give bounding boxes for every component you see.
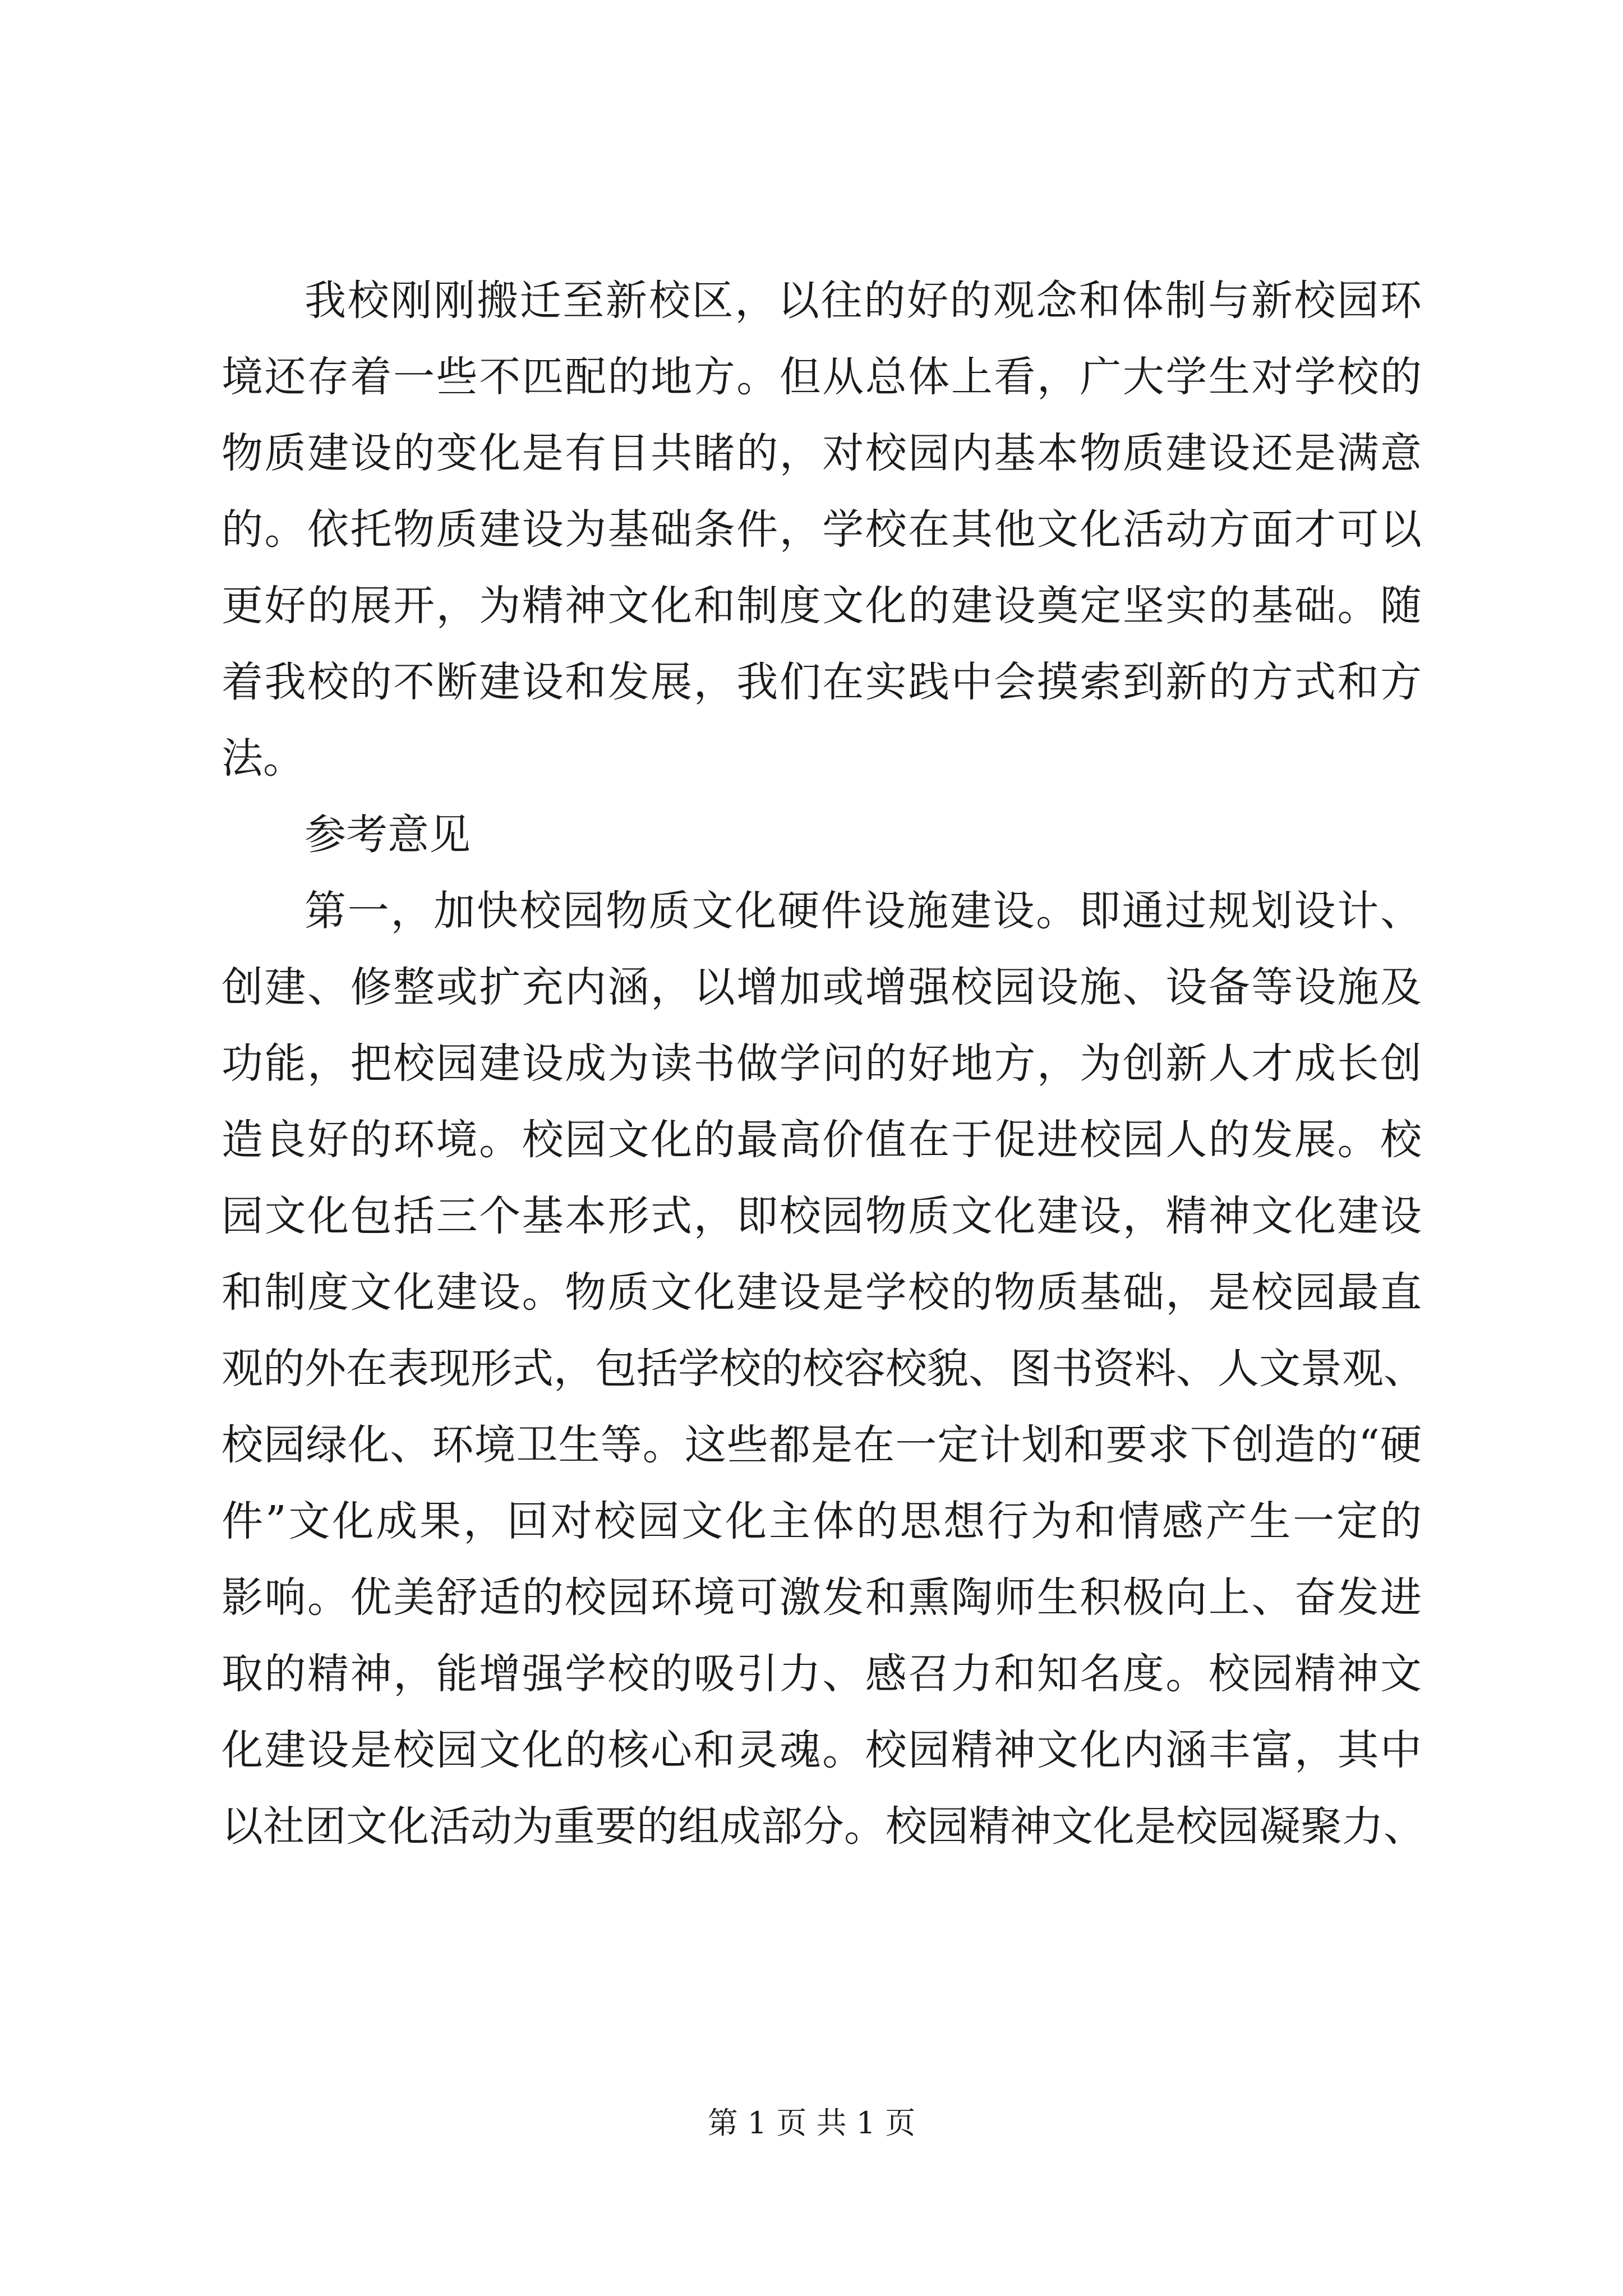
page-footer: 第 1 页 共 1 页 bbox=[707, 2105, 916, 2141]
paragraph-line: 校园绿化、环境卫生等。这些都是在一定计划和要求下创造的“硬 bbox=[222, 1421, 1422, 1469]
document-body bbox=[222, 263, 1425, 1865]
paragraph-line: 以社团文化活动为重要的组成部分。校园精神文化是校园凝聚力、 bbox=[222, 1802, 1425, 1851]
paragraph-line: 取的精神，能增强学校的吸引力、感召力和知名度。校园精神文 bbox=[222, 1650, 1422, 1698]
paragraph-line: 化建设是校园文化的核心和灵魂。校园精神文化内涵丰富，其中 bbox=[222, 1726, 1422, 1774]
paragraph-line: 第一，加快校园物质文化硬件设施建设。即通过规划设计、 bbox=[305, 887, 1422, 935]
paragraph-relocation bbox=[222, 263, 1422, 797]
paragraph-line: 园文化包括三个基本形式，即校园物质文化建设，精神文化建设 bbox=[222, 1192, 1422, 1240]
paragraph-line: 境还存着一些不匹配的地方。但从总体上看，广大学生对学校的 bbox=[222, 353, 1422, 401]
paragraph-line: 创建、修整或扩充内涵，以增加或增强校园设施、设备等设施及 bbox=[222, 963, 1422, 1011]
paragraph-line: 的。依托物质建设为基础条件，学校在其他文化活动方面才可以 bbox=[222, 505, 1422, 554]
paragraph-line: 和制度文化建设。物质文化建设是学校的物质基础，是校园最直 bbox=[222, 1268, 1422, 1317]
paragraph-suggestion-one bbox=[222, 873, 1425, 1865]
paragraph-line: 功能，把校园建设成为读书做学问的好地方，为创新人才成长创 bbox=[222, 1039, 1422, 1088]
paragraph-line: 着我校的不断建设和发展，我们在实践中会摸索到新的方式和方 bbox=[222, 658, 1422, 706]
paragraph-line: 件”文化成果，回对校园文化主体的思想行为和情感产生一定的 bbox=[222, 1497, 1422, 1545]
paragraph-line: 影响。优美舒适的校园环境可激发和熏陶师生积极向上、奋发进 bbox=[222, 1573, 1422, 1622]
paragraph-line: 更好的展开，为精神文化和制度文化的建设奠定坚实的基础。随 bbox=[222, 582, 1422, 630]
paragraph-line: 我校刚刚搬迁至新校区，以往的好的观念和体制与新校园环 bbox=[305, 277, 1422, 325]
paragraph-line: 观的外在表现形式，包括学校的校容校貌、图书资料、人文景观、 bbox=[222, 1345, 1425, 1393]
paragraph-line: 造良好的环境。校园文化的最高价值在于促进校园人的发展。校 bbox=[222, 1116, 1422, 1164]
section-heading: 参考意见 bbox=[305, 811, 471, 859]
paragraph-line: 法。 bbox=[222, 734, 305, 783]
paragraph-line: 物质建设的变化是有目共睹的，对校园内基本物质建设还是满意 bbox=[222, 429, 1422, 477]
